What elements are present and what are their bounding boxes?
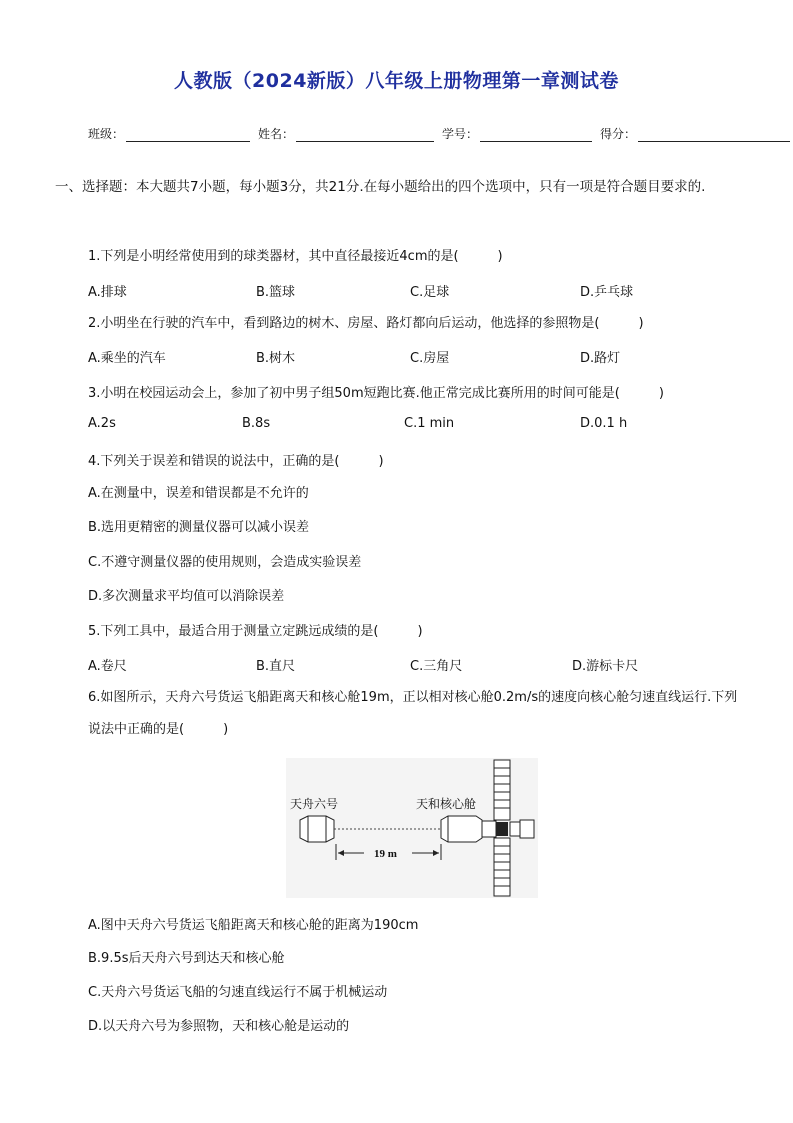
option-a[interactable]: A.卷尺 bbox=[88, 659, 127, 674]
question-6-option-c[interactable]: C.天舟六号货运飞船的匀速直线运行不属于机械运动 bbox=[88, 985, 388, 1000]
option-b[interactable]: B.树木 bbox=[256, 351, 296, 366]
option-d[interactable]: D.乒乓球 bbox=[580, 285, 634, 300]
question-4-option-c[interactable]: C.不遵守测量仪器的使用规则，会造成实验误差 bbox=[88, 555, 362, 570]
figure-distance-label: 19 m bbox=[374, 848, 397, 860]
option-a[interactable]: A.2s bbox=[88, 416, 116, 431]
option-c[interactable]: C.三角尺 bbox=[410, 659, 463, 674]
name-label: 姓名： bbox=[258, 127, 295, 141]
question-3-stem: 3.小明在校园运动会上，参加了初中男子组50m短跑比赛.他正常完成比赛所用的时间可能是( ) bbox=[88, 386, 664, 401]
score-label: 得分： bbox=[600, 127, 637, 141]
question-1-stem: 1.下列是小明经常使用到的球类器材，其中直径最接近4cm的是( ) bbox=[88, 249, 503, 264]
class-field[interactable] bbox=[126, 127, 250, 142]
question-4-option-d[interactable]: D.多次测量求平均值可以消除误差 bbox=[88, 589, 285, 604]
figure-label-tianhe: 天和核心舱 bbox=[416, 797, 477, 811]
question-6-option-b[interactable]: B.9.5s后天舟六号到达天和核心舱 bbox=[88, 951, 285, 966]
tianzhou-spacecraft-icon bbox=[300, 816, 334, 842]
option-a[interactable]: A.排球 bbox=[88, 285, 127, 300]
section-heading: 一、选择题：本大题共7小题，每小题3分，共21分.在每小题给出的四个选项中，只有一项是符合题目要求的. bbox=[55, 179, 706, 195]
option-c[interactable]: C.1 min bbox=[404, 416, 455, 431]
option-d[interactable]: D.路灯 bbox=[580, 351, 621, 366]
score-field[interactable] bbox=[638, 127, 790, 142]
spacecraft-docking-figure bbox=[286, 758, 538, 898]
option-c[interactable]: C.足球 bbox=[410, 285, 450, 300]
student-id-field[interactable] bbox=[480, 127, 592, 142]
option-d[interactable]: D.游标卡尺 bbox=[572, 659, 639, 674]
student-info-row bbox=[88, 125, 793, 142]
question-4-stem: 4.下列关于误差和错误的说法中，正确的是( ) bbox=[88, 454, 384, 469]
name-field[interactable] bbox=[296, 127, 434, 142]
student-id-label: 学号： bbox=[442, 127, 479, 141]
option-a[interactable]: A.乘坐的汽车 bbox=[88, 351, 166, 366]
page-title: 人教版（2024新版）八年级上册物理第一章测试卷 bbox=[174, 70, 619, 92]
question-6-option-a[interactable]: A.图中天舟六号货运飞船距离天和核心舱的距离为190cm bbox=[88, 918, 419, 933]
question-4-option-b[interactable]: B.选用更精密的测量仪器可以减小误差 bbox=[88, 520, 310, 535]
option-c[interactable]: C.房屋 bbox=[410, 351, 450, 366]
question-6-stem: 6.如图所示，天舟六号货运飞船距离天和核心舱19m，正以相对核心舱0.2m/s的速度向核心舱匀速直线运行.下列说法中正确的是( ) bbox=[88, 690, 738, 737]
option-b[interactable]: B.篮球 bbox=[256, 285, 296, 300]
option-b[interactable]: B.直尺 bbox=[256, 659, 296, 674]
option-b[interactable]: B.8s bbox=[242, 416, 271, 431]
class-label: 班级： bbox=[88, 127, 125, 141]
option-d[interactable]: D.0.1 h bbox=[580, 416, 628, 431]
figure-label-tianzhou: 天舟六号 bbox=[290, 797, 339, 811]
question-5-stem: 5.下列工具中，最适合用于测量立定跳远成绩的是( ) bbox=[88, 624, 423, 639]
question-6-option-d[interactable]: D.以天舟六号为参照物，天和核心舱是运动的 bbox=[88, 1019, 350, 1034]
question-2-stem: 2.小明坐在行驶的汽车中，看到路边的树木、房屋、路灯都向后运动，他选择的参照物是( ) bbox=[88, 316, 644, 331]
question-4-option-a[interactable]: A.在测量中，误差和错误都是不允许的 bbox=[88, 486, 309, 501]
